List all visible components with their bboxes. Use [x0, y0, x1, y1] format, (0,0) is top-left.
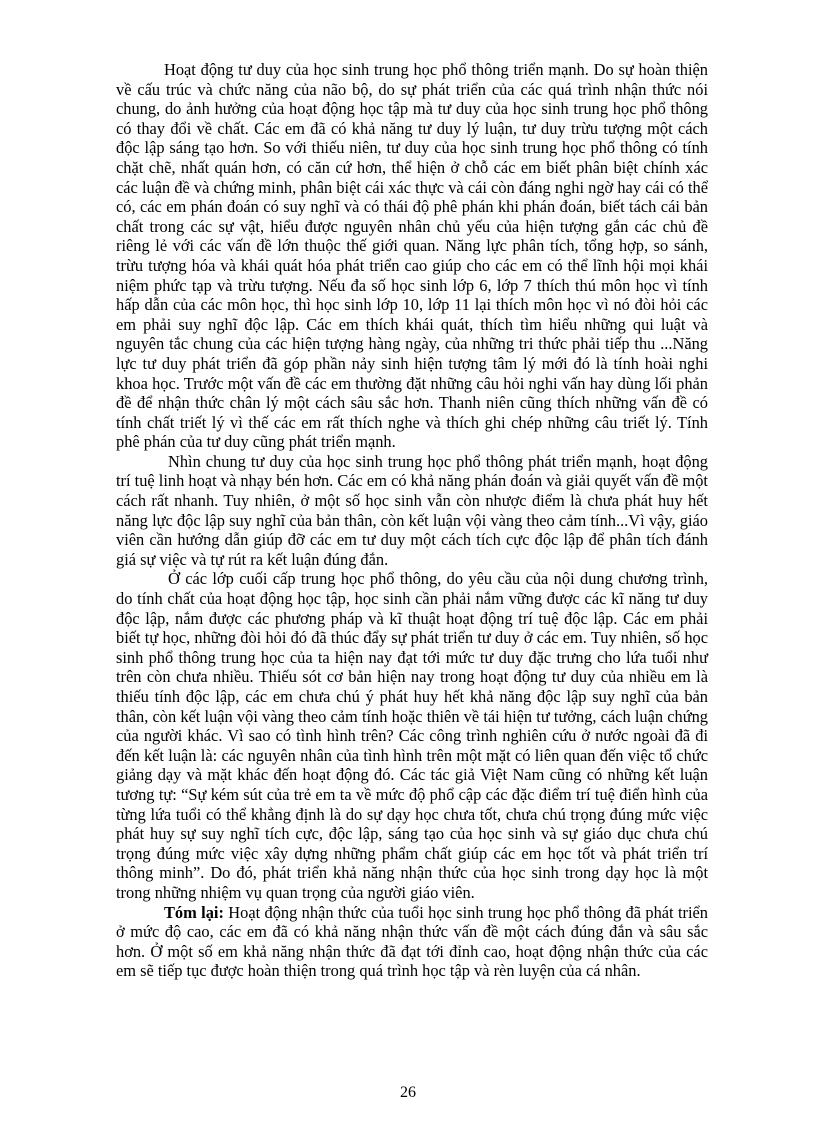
paragraph-1: Hoạt động tư duy của học sinh trung học phổ thông triển mạnh. Do sự hoàn thiện về cấu trúc và chức năng của não bộ, do sự phát triển của các quá trình nhận thức nói chung, do ảnh hưởng của hoạt động học tập mà tư duy của học sinh trung học phổ thông có thay đổi về chất. Các em đã có khả năng tư duy lý luận, tư duy trừu tượng một cách độc lập sáng tạo hơn. So với thiếu niên, tư duy của học sinh trung học phổ thông có tính chặt chẽ, nhất quán hơn, có căn cứ hơn, thể hiện ở chỗ các em biết phân biệt chính xác các luận đề và chứng minh, phân biệt cái xác thực và cái còn đáng nghi ngờ hay cái có thể có, các em phán đoán có suy nghĩ và có thái độ phê phán khi phán đoán, biết tách cái bản chất trong các sự vật, hiểu được nguyên nhân chủ yếu của hiện tượng gắn các chủ đề riêng lẻ với các vấn đề lớn thuộc thế giới quan. Năng lực phân tích, tổng hợp, so sánh, trừu tượng hóa và khái quát hóa phát triển cao giúp cho các em có thể lĩnh hội mọi khái niệm phức tạp và trừu tượng. Nếu đa số học sinh lớp 6, lớp 7 thích thú môn học vì tính hấp dẫn của các môn học, thì học sinh lớp 10, lớp 11 lại thích môn học vì nó đòi hỏi các em phải suy nghĩ độc lập. Các em thích khái quát, thích tìm hiểu những qui luật và nguyên tắc chung của các hiện tượng hàng ngày, của những tri thức phải tiếp thu ...Năng lực tư duy phát triển đã góp phần nảy sinh hiện tượng tâm lý mới đó là tính hoài nghi khoa học. Trước một vấn đề các em thường đặt những câu hỏi nghi vấn hay dùng lối phản đề để nhận thức chân lý một cách sâu sắc hơn. Thanh niên cũng thích những vấn đề có tính chất triết lý vì thế các em rất thích nghe và thích ghi chép những câu triết lý. Tính phê phán của tư duy cũng phát triển mạnh.	[116, 60, 708, 452]
page-number: 26	[400, 1084, 416, 1101]
paragraph-3: Ở các lớp cuối cấp trung học phổ thông, do yêu cầu của nội dung chương trình, do tính chất của hoạt động học tập, học sinh cần phải nắm vững được các kĩ năng tư duy độc lập, nắm được các phương pháp và kĩ thuật hoạt động trí tuệ độc lập. Các em phải biết tự học, những đòi hỏi đó đã thúc đẩy sự phát triển tư duy ở các em. Tuy nhiên, số học sinh phổ thông trung học của ta hiện nay đạt tới mức tư duy đặc trưng cho lứa tuổi như trên còn chưa nhiều. Thiếu sót cơ bản hiện nay trong hoạt động tư duy của nhiều em là thiếu tính độc lập, các em chưa chú ý phát huy hết khả năng độc lập suy nghĩ của bản thân, còn kết luận vội vàng theo cảm tính hoặc thiên về tái hiện tư tưởng, cách luận chứng của người khác. Vì sao có tình hình trên? Các công trình nghiên cứu ở nước ngoài đã đi đến kết luận là: các nguyên nhân của tình hình trên một mặt có liên quan đến việc tổ chức giảng dạy và mặt khác đến hoạt động đó. Các tác giả Việt Nam cũng có những kết luận tương tự: “Sự kém sút của trẻ em ta về mức độ phổ cập các đặc điểm trí tuệ điển hình của từng lứa tuổi có thể khẳng định là do sự dạy học chưa tốt, chưa chú trọng đúng mức việc phát huy sự suy nghĩ tích cực, độc lập, sáng tạo của học sinh và sự giáo dục chưa chú trọng đúng mức việc xây dựng những phẩm chất giúp các em học tốt và phát triển trí thông minh”. Do đó, phát triển khả năng nhận thức của học sinh trong dạy học là một trong những nhiệm vụ quan trọng của người giáo viên.	[116, 569, 708, 902]
summary-paragraph	[116, 903, 708, 981]
page-body	[116, 60, 708, 981]
summary-label: Tóm lại:	[164, 902, 224, 922]
summary-text: Hoạt động nhận thức của tuổi học sinh trung học phổ thông đã phát triển ở mức độ cao, các em đã có khả năng nhận thức vấn đề một cách đúng đắn và sâu sắc hơn. Ở một số em khả năng nhận thức đã đạt tới đỉnh cao, hoạt động nhận thức của các em sẽ tiếp tục được hoàn thiện trong quá trình học tập và rèn luyện của cá nhân.	[116, 902, 708, 981]
paragraph-2: Nhìn chung tư duy của học sinh trung học phổ thông phát triển mạnh, hoạt động trí tuệ linh hoạt và nhạy bén hơn. Các em có khả năng phán đoán và giải quyết vấn đề một cách rất nhanh. Tuy nhiên, ở một số học sinh vẫn còn nhược điểm là chưa phát huy hết năng lực độc lập suy nghĩ của bản thân, còn kết luận vội vàng theo cảm tính...Vì vậy, giáo viên cần hướng dẫn giúp đỡ các em tư duy một cách tích cực độc lập để phân tích đánh giá sự việc và tự rút ra kết luận đúng đắn.	[116, 451, 708, 569]
